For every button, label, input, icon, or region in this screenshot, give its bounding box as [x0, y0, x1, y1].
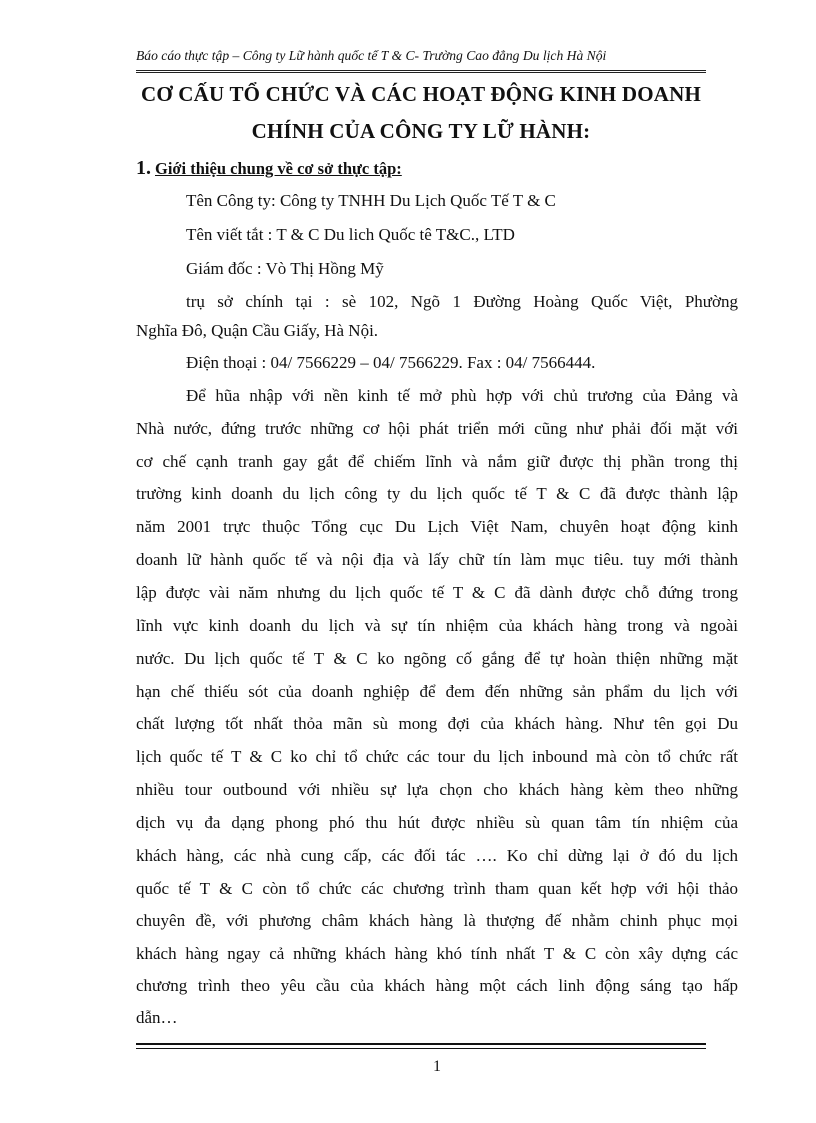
- section-heading-text: Giới thiệu chung về cơ sở thực tập:: [155, 159, 402, 178]
- paragraph-line: nhiều tour outbound với nhiều sự lựa chọn cho khách hàng kèm theo những: [136, 780, 738, 799]
- paragraph-line: lịch quốc tế T & C ko chỉ tổ chức các tour du lịch inbound mà còn tổ chức rất: [136, 747, 738, 766]
- paragraph-line: năm 2001 trực thuộc Tổng cục Du Lịch Việt Nam, chuyên hoạt động kinh: [136, 517, 738, 536]
- paragraph-line: hạn chế thiếu sót của doanh nghiệp để đem đến những sản phẩm du lịch với: [136, 682, 738, 701]
- page-number: 1: [433, 1058, 441, 1075]
- paragraph-line: Nhà nước, đứng trước những cơ hội phát triển mới cũng như phải đối mặt với: [136, 419, 738, 438]
- director-line: Giám đốc : Vò Thị Hồng Mỹ: [186, 259, 384, 278]
- footer-divider: [136, 1043, 706, 1049]
- paragraph-line: doanh lữ hành quốc tế và nội địa và lấy chữ tín làm mục tiêu. tuy mới thành: [136, 550, 738, 569]
- paragraph-line: nước. Du lịch quốc tế T & C ko ngõng cố gắng để tự hoàn thiện những mặt: [136, 649, 738, 668]
- paragraph-line: khách hàng, các nhà cung cấp, các đối tác …. Ko chỉ dừng lại ở đó du lịch: [136, 846, 738, 865]
- paragraph-line: chất lượng tốt nhất thỏa mãn sù mong đợi của khách hàng. Như tên gọi Du: [136, 714, 738, 733]
- section-heading: [136, 157, 402, 180]
- paragraph-line: chuyên đề, với phương châm khách hàng là thượng đế nhằm chinh phục mọi: [136, 911, 738, 930]
- address-line-2: Nghĩa Đô, Quận Cầu Giấy, Hà Nội.: [136, 321, 379, 340]
- company-name-line: Tên Công ty: Công ty TNHH Du Lịch Quốc Tế T & C: [186, 191, 556, 210]
- paragraph-line: chương trình theo yêu cầu của khách hàng một cách linh động sáng tạo hấp: [136, 976, 738, 995]
- document-title-line-2: CHÍNH CỦA CÔNG TY LỮ HÀNH:: [251, 119, 591, 143]
- paragraph-line: dịch vụ đa dạng phong phó thu hút được nhiều sù quan tâm tín nhiệm của: [136, 813, 738, 832]
- paragraph-line: trường kinh doanh du lịch công ty du lịch quốc tế T & C đã được thành lập: [136, 484, 738, 503]
- paragraph-line: Để hũa nhập với nền kinh tế mở phù hợp với chủ trương của Đảng và: [186, 386, 738, 405]
- paragraph-line: lĩnh vực kinh doanh du lịch và sự tín nhiệm của khách hàng trong và ngoài: [136, 616, 738, 635]
- document-title-line-1: CƠ CẤU TỔ CHỨC VÀ CÁC HOẠT ĐỘNG KINH DOANH: [140, 82, 702, 106]
- address-line-1: trụ sở chính tại : sè 102, Ngõ 1 Đường Hoàng Quốc Việt, Phường: [186, 292, 738, 311]
- phone-line: Điện thoại : 04/ 7566229 – 04/ 7566229. Fax : 04/ 7566444.: [186, 353, 596, 372]
- paragraph-line: cơ chế cạnh tranh gay gắt để chiếm lĩnh và nắm giữ được thị phần trong thị: [136, 452, 738, 471]
- header-divider: [136, 70, 706, 73]
- paragraph-line: khách hàng ngay cả những khách hàng khó tính nhất T & C còn xây dựng các: [136, 944, 738, 963]
- section-number: 1.: [136, 157, 151, 179]
- running-header-text: Báo cáo thực tập – Công ty Lữ hành quốc tế T & C- Trường Cao đẳng Du lịch Hà Nội: [136, 48, 607, 63]
- paragraph-line: lập được vài năm nhưng du lịch quốc tế T & C đã dành được chỗ đứng trong: [136, 583, 738, 602]
- short-name-line: Tên viết tắt : T & C Du lich Quốc tê T&C., LTD: [186, 225, 515, 244]
- paragraph-line: quốc tế T & C còn tổ chức các chương trình tham quan kết hợp với hội thảo: [136, 879, 738, 898]
- paragraph-line: dẫn…: [136, 1008, 178, 1027]
